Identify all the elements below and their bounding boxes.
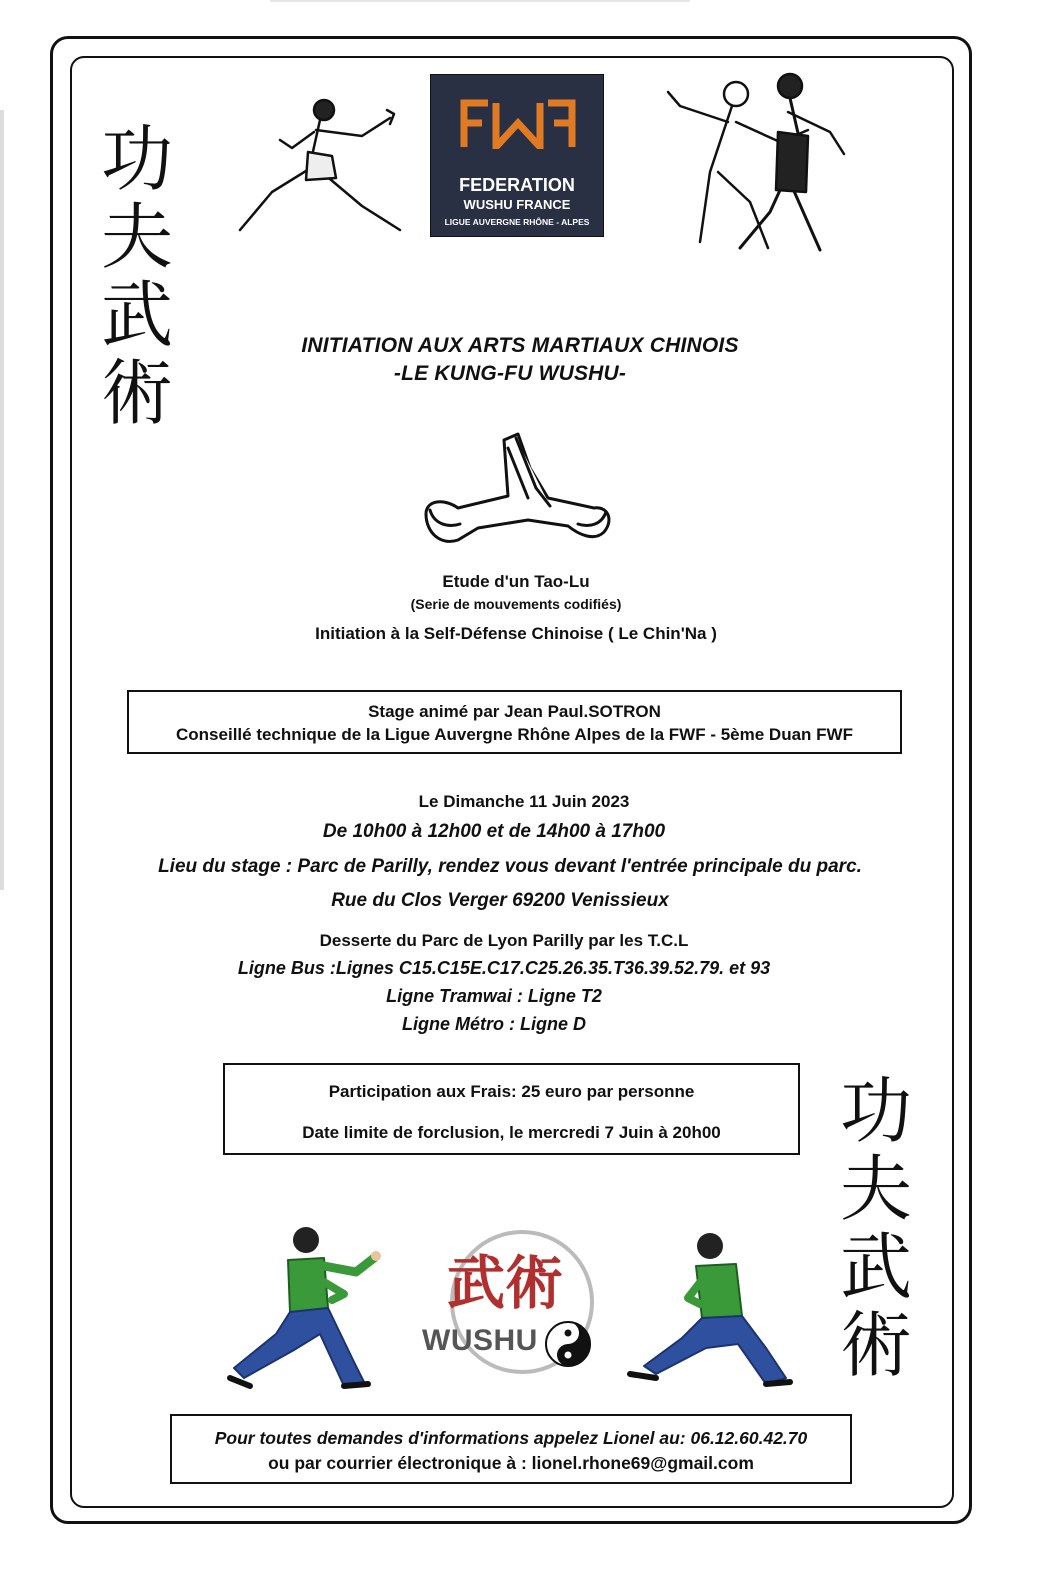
event-date: Le Dimanche 11 Juin 2023 <box>418 792 630 811</box>
fwf-logo <box>430 74 604 237</box>
fighting-pair-illustration <box>640 72 860 258</box>
wushu-logo-latin: WUSHU <box>422 1324 538 1357</box>
salute-hands-illustration <box>418 428 618 554</box>
title-line1: INITIATION AUX ARTS MARTIAUX CHINOIS <box>301 334 739 357</box>
event-place: Lieu du stage : Parc de Parilly, rendez vous devant l'entrée principale du parc. <box>158 856 862 877</box>
calligraphy-char: 夫 <box>839 1147 912 1231</box>
yin-yang-icon <box>544 1320 592 1368</box>
program-initiation: Initiation à la Self-Défense Chinoise ( Le Chin'Na ) <box>315 624 717 643</box>
contact-box <box>170 1414 852 1484</box>
fees-deadline: Date limite de forclusion, le mercredi 7 Juin à 20h00 <box>302 1123 721 1142</box>
wushu-logo <box>420 1228 600 1378</box>
instructor-title: Conseillé technique de la Ligue Auvergne Rhône Alpes de la FWF - 5ème Duan FWF <box>176 725 853 744</box>
calligraphy-char: 功 <box>839 1069 912 1153</box>
instructor-box <box>127 690 902 754</box>
logo-line1: FEDERATION <box>459 175 575 195</box>
calligraphy-char: 武 <box>100 273 173 357</box>
contact-email: ou par courrier électronique à : lionel.rhone69@gmail.com <box>268 1453 754 1473</box>
fees-participation: Participation aux Frais: 25 euro par personne <box>328 1082 695 1101</box>
program-study: Etude d'un Tao-Lu <box>442 572 590 591</box>
title-line2: -LE KUNG-FU WUSHU- <box>393 362 627 385</box>
left-scan-edge <box>0 110 4 890</box>
transport-bus: Ligne Bus :Lignes C15.C15E.C17.C25.26.35.T36.39.52.79. et 93 <box>237 958 771 978</box>
wushu-logo-chinese: 武術 <box>446 1249 563 1317</box>
fees-box <box>223 1063 800 1155</box>
event-address: Rue du Clos Verger 69200 Venissieux <box>331 890 669 911</box>
contact-phone: Pour toutes demandes d'informations appelez Lionel au: 06.12.60.42.70 <box>214 1428 808 1448</box>
martial-artist-stance-illustration <box>232 96 412 238</box>
logo-line2: WUSHU FRANCE <box>463 197 571 212</box>
calligraphy-char: 術 <box>839 1303 912 1387</box>
instructor-name: Stage animé par Jean Paul.SOTRON <box>368 702 661 721</box>
fwf-mark-icon <box>458 97 578 149</box>
event-hours: De 10h00 à 12h00 et de 14h00 à 17h00 <box>322 821 666 842</box>
transport-metro: Ligne Métro : Ligne D <box>402 1014 586 1034</box>
program-study-note: (Serie de mouvements codifiés) <box>410 596 622 612</box>
calligraphy-char: 術 <box>100 351 173 435</box>
calligraphy-char: 夫 <box>100 195 173 279</box>
transport-tram: Ligne Tramwai : Ligne T2 <box>386 986 602 1006</box>
logo-line3: LIGUE AUVERGNE RHÔNE - ALPES <box>444 217 590 227</box>
calligraphy-char: 功 <box>100 117 173 201</box>
calligraphy-right <box>826 1069 926 1387</box>
kungfu-figure-left <box>224 1222 384 1394</box>
top-scan-line <box>270 0 690 2</box>
kungfu-figure-right <box>626 1228 796 1392</box>
calligraphy-char: 武 <box>839 1225 912 1309</box>
transport-heading: Desserte du Parc de Lyon Parilly par les T.C.L <box>319 931 689 950</box>
